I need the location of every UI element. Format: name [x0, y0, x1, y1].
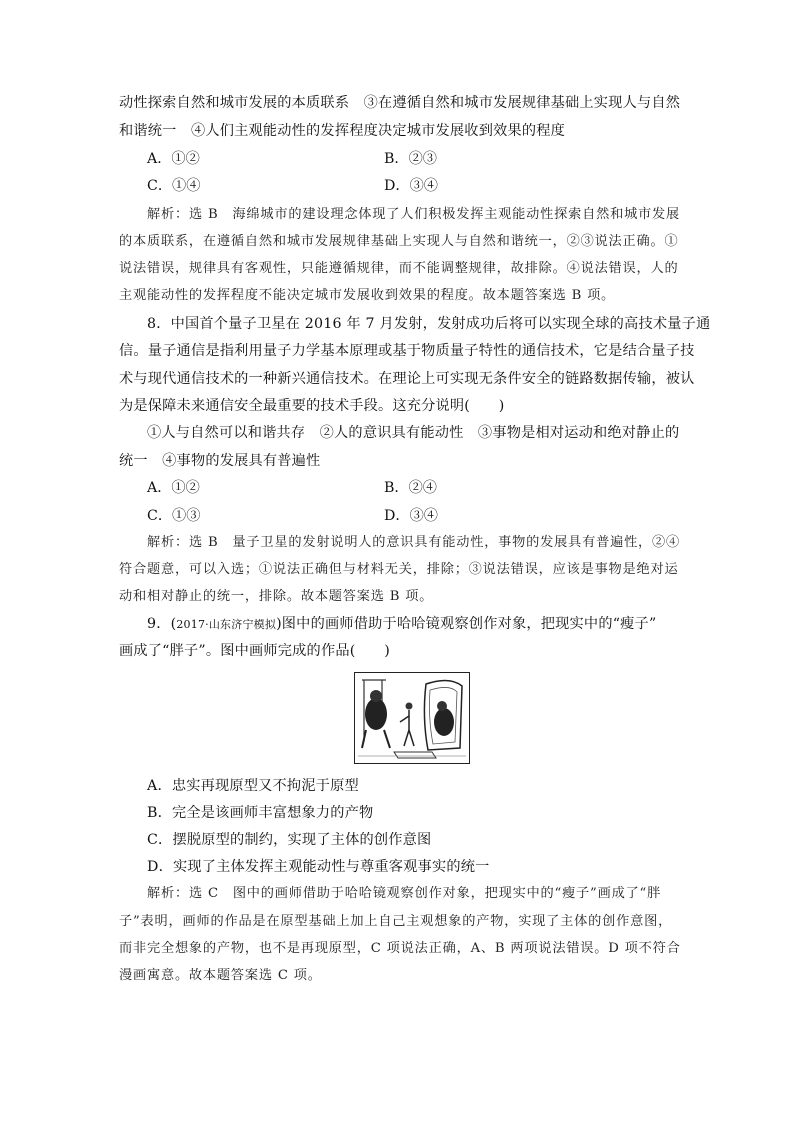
q7-analysis-line3: 说法错误，规律具有客观性，只能遵循规律，而不能调整规律，故排除。④说法错误，人的: [119, 261, 679, 276]
q8-option-d: D．③④: [384, 508, 438, 524]
q7-option-a: A．①②: [147, 151, 200, 167]
q9-option-a: A．忠实再现原型又不拘泥于原型: [147, 778, 359, 794]
q7-analysis-line4: 主观能动性的发挥程度不能决定城市发展收到效果的程度。故本题答案选 B 项。: [119, 288, 616, 303]
q9-analysis-line3: 而非完全想象的产物，也不是再现原型，C 项说法正确，A、B 两项说法错误。D 项不符合: [119, 941, 681, 956]
q9-analysis-line1: 解析：选 C 图中的画师借助于哈哈镜观察创作对象，把现实中的“瘦子”画成了“胖: [147, 886, 662, 901]
q8-option-a: A．①②: [147, 480, 200, 496]
q9-stem-text: )图中的画师借助于哈哈镜观察创作对象，把现实中的“瘦子”: [276, 616, 657, 632]
q9-source: 2017·山东济宁模拟: [176, 618, 277, 631]
q8-stem-line4: 为是保障未来通信安全最重要的技术手段。这充分说明( ): [119, 398, 505, 414]
q9-stem-line1: [147, 614, 656, 635]
q8-option-c: C．①③: [147, 508, 201, 524]
q9-analysis-line4: 漫画寓意。故本题答案选 C 项。: [119, 968, 322, 983]
q9-option-b: B．完全是该画师丰富想象力的产物: [147, 805, 374, 821]
q7-option-b: B．②③: [384, 151, 437, 167]
q7-analysis-line1: 解析：选 B 海绵城市的建设理念体现了人们积极发挥主观能动性探索自然和城市发展: [147, 207, 681, 222]
q8-stem-line1: 8．中国首个量子卫星在 2016 年 7 月发射，发射成功后将可以实现全球的高技术量子通: [147, 316, 711, 332]
q8-analysis-line1: 解析：选 B 量子卫星的发射说明人的意识具有能动性，事物的发展具有普遍性，②④: [147, 535, 681, 550]
q8-option-b: B．②④: [384, 480, 437, 496]
q8-choices-line1: ①人与自然可以和谐共存 ②人的意识具有能动性 ③事物是相对运动和绝对静止的: [147, 425, 680, 441]
q8-analysis-line2: 符合题意，可以入选；①说法正确但与材料无关，排除；③说法错误，应该是事物是绝对运: [119, 562, 679, 577]
q7-stem-line2: 和谐统一 ④人们主观能动性的发挥程度决定城市发展收到效果的程度: [119, 123, 566, 139]
q8-analysis-line3: 动和相对静止的统一，排除。故本题答案选 B 项。: [119, 589, 434, 604]
q7-option-d: D．③④: [384, 178, 438, 194]
q9-analysis-line2: 子”表明，画师的作品是在原型基础上加上自己主观想象的产物，实现了主体的创作意图，: [119, 914, 673, 929]
q9-stem-line2: 画成了“胖子”。图中画师完成的作品( ): [119, 643, 390, 659]
q8-stem-line3: 术与现代通信技术的一种新兴通信技术。在理论上可实现无条件安全的链路数据传输，被认: [119, 371, 695, 387]
q8-choices-line2: 统一 ④事物的发展具有普遍性: [119, 453, 321, 469]
q7-analysis-line2: 的本质联系，在遵循自然和城市发展规律基础上实现人与自然和谐统一，②③说法正确。①: [119, 234, 679, 249]
q9-option-c: C．摆脱原型的制约，实现了主体的创作意图: [147, 832, 432, 848]
q9-option-d: D．实现了主体发挥主观能动性与尊重客观事实的统一: [147, 859, 490, 875]
q9-number: 9．(: [147, 616, 177, 632]
q7-option-c: C．①④: [147, 178, 201, 194]
q8-stem-line2: 信。量子通信是指利用量子力学基本原理或基于物质量子特性的通信技术，它是结合量子技: [119, 343, 695, 359]
cartoon-illustration: [354, 672, 470, 764]
q7-stem-line1: 动性探索自然和城市发展的本质联系 ③在遵循自然和城市发展规律基础上实现人与自然: [119, 95, 681, 111]
